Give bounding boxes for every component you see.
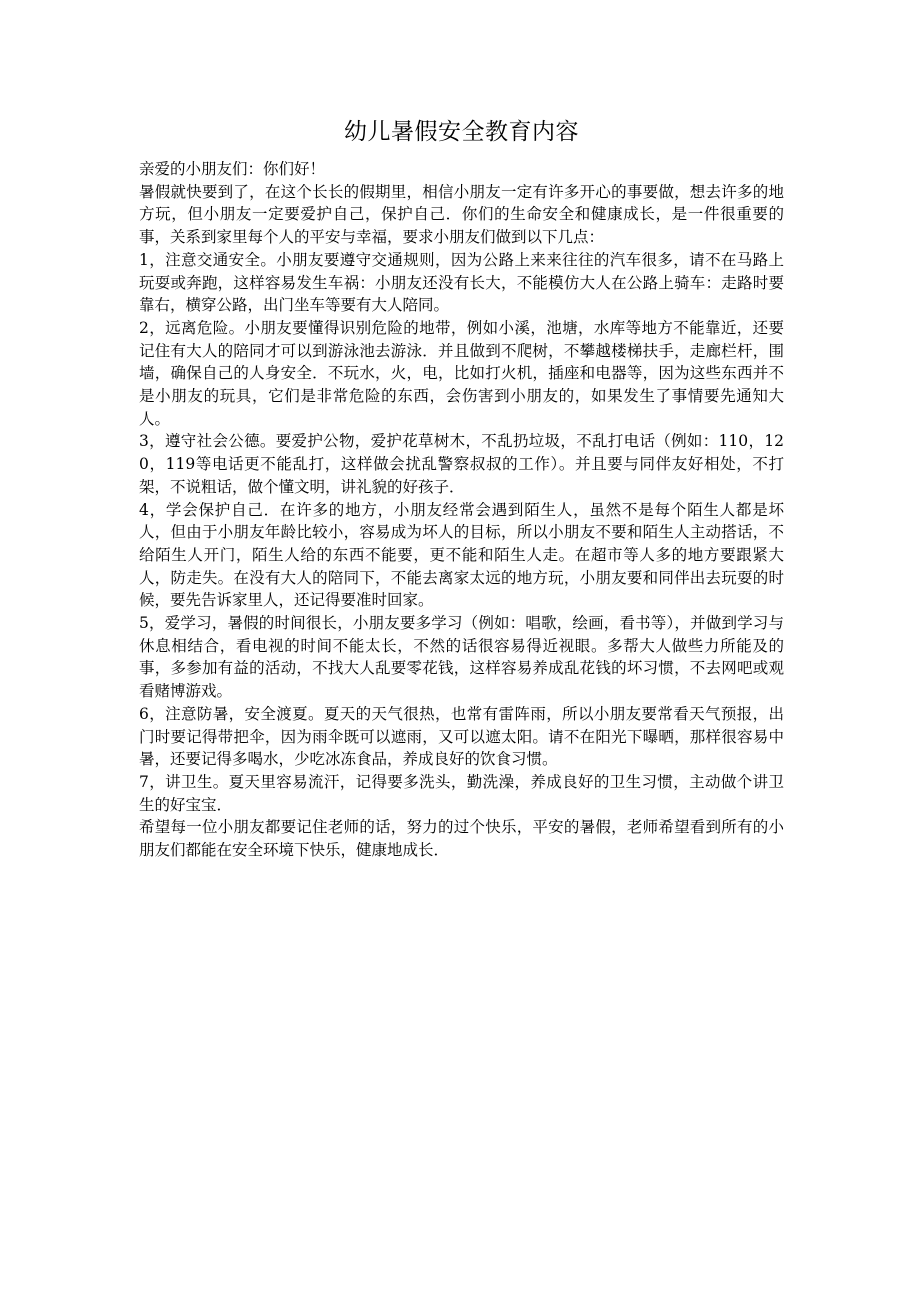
document-page — [139, 112, 784, 862]
rule-study: 5，爱学习，暑假的时间很长，小朋友要多学习（例如：唱歌，绘画，看书等），并做到学习与休息相结合，看电视的时间不能太长，不然的话很容易得近视眼。多帮大人做些力所能及的事，多参加有益的活动，不找大人乱要零花钱，这样容易养成乱花钱的坏习惯，不去网吧或观看赌博游戏。 — [139, 614, 784, 701]
rule-hygiene: 7，讲卫生。夏天里容易流汗，记得要多洗头，勤洗澡，养成良好的卫生习惯，主动做个讲卫生的好宝宝． — [139, 772, 784, 814]
greeting-paragraph: 亲爱的小朋友们：你们好！ — [139, 160, 326, 178]
rule-avoid-danger: 2，远离危险。小朋友要懂得识别危险的地带，例如小溪，池塘，水库等地方不能靠近，还要记住有大人的陪同才可以到游泳池去游泳．并且做到不爬树，不攀越楼梯扶手，走廊栏杆，围墙，确保自己的人身安全．不玩水，火，电，比如打火机，插座和电器等，因为这些东西并不是小朋友的玩具，它们是非常危险的东西，会伤害到小朋友的，如果发生了事情要先通知大人。 — [139, 318, 784, 428]
document-title: 幼儿暑假安全教育内容 — [344, 119, 579, 145]
intro-paragraph: 暑假就快要到了，在这个长长的假期里，相信小朋友一定有许多开心的事要做，想去许多的地方玩，但小朋友一定要爱护自己，保护自己．你们的生命安全和健康成长，是一件很重要的事，关系到家里每个人的平安与幸福，要求小朋友们做到以下几点： — [139, 182, 784, 247]
rule-self-protection: 4，学会保护自己．在许多的地方，小朋友经常会遇到陌生人，虽然不是每个陌生人都是坏人，但由于小朋友年龄比较小，容易成为坏人的目标，所以小朋友不要和陌生人主动搭话，不给陌生人开门，陌生人给的东西不能要，更不能和陌生人走。在超市等人多的地方要跟紧大人，防走失。在没有大人的陪同下，不能去离家太远的地方玩，小朋友要和同伴出去玩耍的时候，要先告诉家里人，还记得要准时回家。 — [139, 500, 784, 610]
rule-heat-safety: 6，注意防暑，安全渡夏。夏天的天气很热，也常有雷阵雨，所以小朋友要常看天气预报，出门时要记得带把伞，因为雨伞既可以遮雨，又可以遮太阳。请不在阳光下曝晒，那样很容易中暑，还要记得多喝水，少吃冰冻食品，养成良好的饮食习惯。 — [139, 704, 784, 769]
document-body — [139, 158, 784, 862]
rule-traffic-safety: 1，注意交通安全。小朋友要遵守交通规则，因为公路上来来往往的汽车很多，请不在马路上玩耍或奔跑，这样容易发生车祸：小朋友还没有长大，不能模仿大人在公路上骑车：走路时要靠右，横穿公路，出门坐车等要有大人陪同。 — [139, 250, 784, 315]
closing-paragraph: 希望每一位小朋友都要记住老师的话，努力的过个快乐，平安的暑假，老师希望看到所有的小朋友们都能在安全环境下快乐，健康地成长． — [139, 818, 784, 860]
rule-public-morality: 3，遵守社会公德。要爱护公物，爱护花草树木，不乱扔垃圾，不乱打电话（例如：110，120，119等电话更不能乱打，这样做会扰乱警察叔叔的工作）。并且要与同伴友好相处，不打架，不说粗话，做个懂文明，讲礼貌的好孩子． — [139, 432, 784, 496]
